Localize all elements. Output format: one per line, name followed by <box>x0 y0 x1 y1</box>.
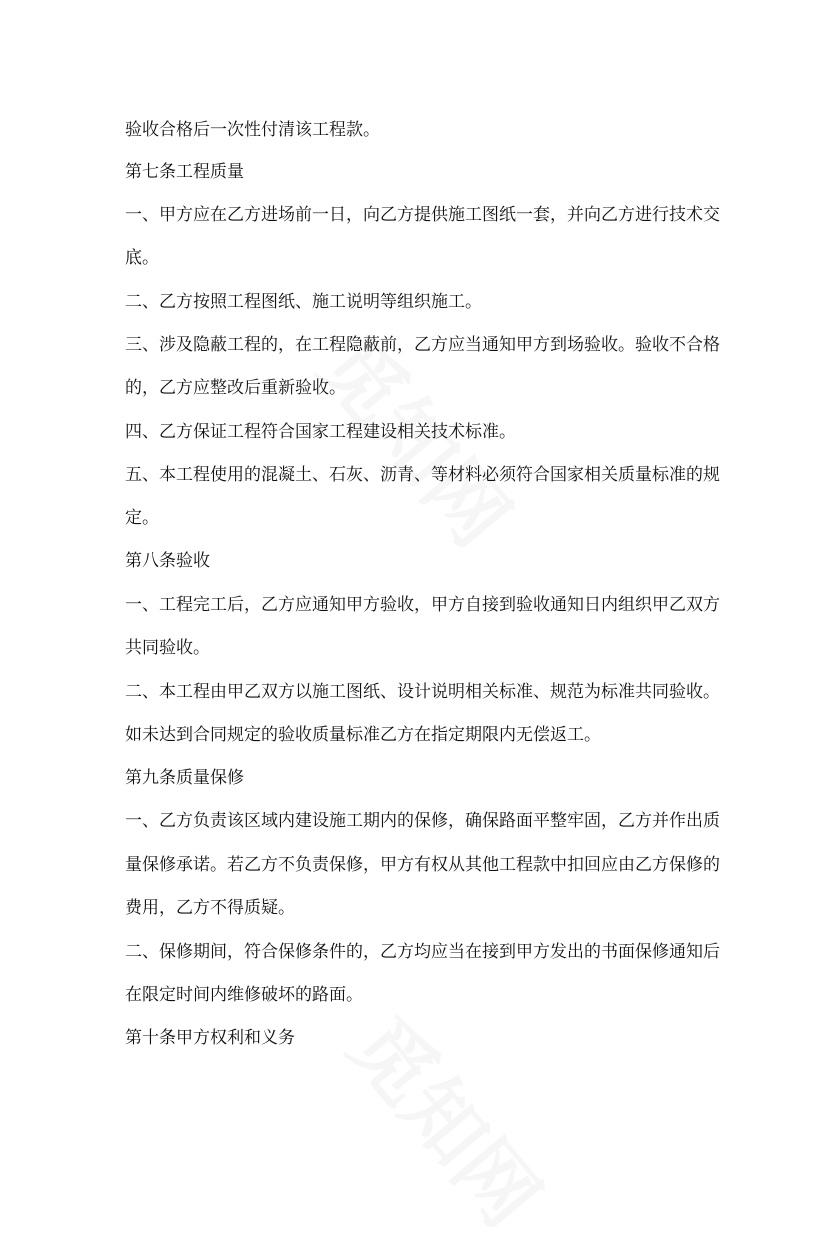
body-line: 验收合格后一次性付清该工程款。 <box>125 120 380 140</box>
body-line: 二、保修期间，符合保修条件的，乙方均应当在接到甲方发出的书面保修通知后 <box>125 942 720 962</box>
body-line: 底。 <box>125 248 159 268</box>
body-line: 二、乙方按照工程图纸、施工说明等组织施工。 <box>125 292 482 312</box>
body-line: 一、工程完工后，乙方应通知甲方验收，甲方自接到验收通知日内组织甲乙双方 <box>125 595 720 615</box>
section-heading-9: 第九条质量保修 <box>125 768 244 788</box>
body-line: 四、乙方保证工程符合国家工程建设相关技术标准。 <box>125 422 516 442</box>
body-line: 共同验收。 <box>125 638 210 658</box>
section-heading-10: 第十条甲方权利和义务 <box>125 1028 295 1048</box>
body-line: 量保修承诺。若乙方不负责保修，甲方有权从其他工程款中扣回应由乙方保修的 <box>125 855 720 875</box>
body-line: 费用，乙方不得质疑。 <box>125 898 295 918</box>
body-line: 的，乙方应整改后重新验收。 <box>125 378 346 398</box>
body-line: 三、涉及隐蔽工程的，在工程隐蔽前，乙方应当通知甲方到场验收。验收不合格 <box>125 335 720 355</box>
body-line: 一、乙方负责该区域内建设施工期内的保修，确保路面平整牢固，乙方并作出质 <box>125 811 720 831</box>
body-line: 二、本工程由甲乙双方以施工图纸、设计说明相关标准、规范为标准共同验收。 <box>125 682 720 702</box>
body-line: 五、本工程使用的混凝土、石灰、沥青、等材料必须符合国家相关质量标准的规 <box>125 465 720 485</box>
section-heading-8: 第八条验收 <box>125 551 210 571</box>
body-line: 在限定时间内维修破坏的路面。 <box>125 985 363 1005</box>
body-line: 定。 <box>125 508 159 528</box>
body-line: 如未达到合同规定的验收质量标准乙方在指定期限内无偿返工。 <box>125 725 601 745</box>
watermark <box>329 989 571 1246</box>
section-heading-7: 第七条工程质量 <box>125 162 244 182</box>
body-line: 一、甲方应在乙方进场前一日，向乙方提供施工图纸一套，并向乙方进行技术交 <box>125 205 720 225</box>
